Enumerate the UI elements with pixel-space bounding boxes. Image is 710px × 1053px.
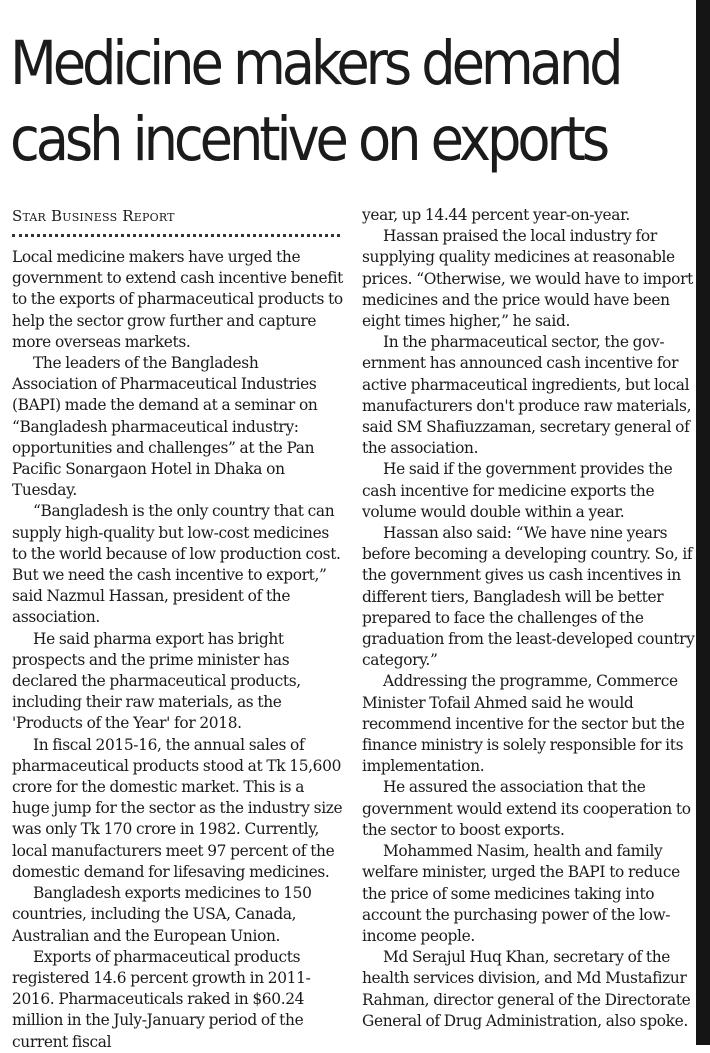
paragraph: In the pharmaceutical sector, the government has announced cash incentive for active pharmaceutical ingredients, but local manufacturers don't produce raw materials, said SM Shafiuzzaman, secretary general of the association.	[362, 333, 692, 458]
page-edge-shadow	[696, 0, 710, 1045]
paragraph: Mohammed Nasim, health and family welfare minister, urged the BAPI to reduce the price of some medicines taking into account the purchasing power of the low-income people.	[362, 842, 680, 945]
paragraph: The leaders of the Bangladesh Association of Pharmaceutical Industries (BAPI) made the demand at a seminar on “Bangladesh pharmaceutical industry: opportunities and challenges” at the Pan Pacific Sonargaon Hotel in Dhaka on Tuesday.	[12, 354, 318, 500]
paragraph: Bangladesh exports medicines to 150 countries, including the USA, Canada, Australian and the European Union.	[12, 884, 312, 945]
paragraph: He said pharma export has bright prospects and the prime minister has declared the pharmaceutical products, including their raw materials, as the 'Products of the Year' for 2018.	[12, 629, 301, 733]
paragraph-lead: Local medicine makers have urged the government to extend cash incentive benefit to the exports of pharmaceutical products to help the sector grow further and capture more overseas markets.	[12, 248, 343, 351]
headline-line-1: Medicine makers demand	[10, 28, 620, 99]
paragraph: Hassan also said: “We have nine years before becoming a developing country. So, if the government gives us cash incentives in different tiers, Bangladesh will be better prepared to face the challenges of the graduation from the least-developed country category.”	[362, 524, 695, 670]
paragraph: Addressing the programme, Commerce Minister Tofail Ahmed said he would recommend incentive for the sector but the finance ministry is solely responsible for its implementation.	[362, 672, 685, 776]
headline	[10, 26, 620, 178]
article-column-left	[12, 247, 344, 1053]
paragraph: He said if the government provides the cash incentive for medicine exports the volume would double within a year.	[362, 460, 673, 521]
byline: Star Business Report	[12, 207, 175, 225]
paragraph: He assured the association that the government would extend its cooperation to the sector to boost exports.	[362, 778, 691, 839]
byline-dotted-rule	[12, 234, 340, 237]
paragraph: In fiscal 2015-16, the annual sales of pharmaceutical products stood at Tk 15,600 crore for the domestic market. This is a huge jump for the sector as the industry size was only Tk 170 crore in 1982. Currently, local manufacturers meet 97 percent of the domestic demand for lifesaving medicines.	[12, 735, 343, 881]
paragraph: Md Serajul Huq Khan, secretary of the health services division, and Md Mustafizur Rahman, director general of the Directorate General of Drug Administration, also spoke.	[362, 948, 691, 1030]
paragraph: “Bangladesh is the only country that can supply high-quality but low-cost medicines to the world because of low production cost. But we need the cash incentive to export,” said Nazmul Hassan, president of the association.	[12, 502, 341, 627]
article-column-right	[362, 205, 695, 1032]
paragraph: Hassan praised the local industry for supplying quality medicines at reasonable prices. “Otherwise, we would have to import medicines and the price would have been eight times higher,” he said.	[362, 227, 693, 331]
headline-line-2: cash incentive on exports	[10, 104, 607, 175]
paragraph: Exports of pharmaceutical products registered 14.6 percent growth in 2011-2016. Pharmaceuticals raked in $60.24 million in the July-January period of the current fiscal	[12, 947, 311, 1051]
paragraph-continued: year, up 14.44 percent year-on-year.	[362, 206, 630, 224]
